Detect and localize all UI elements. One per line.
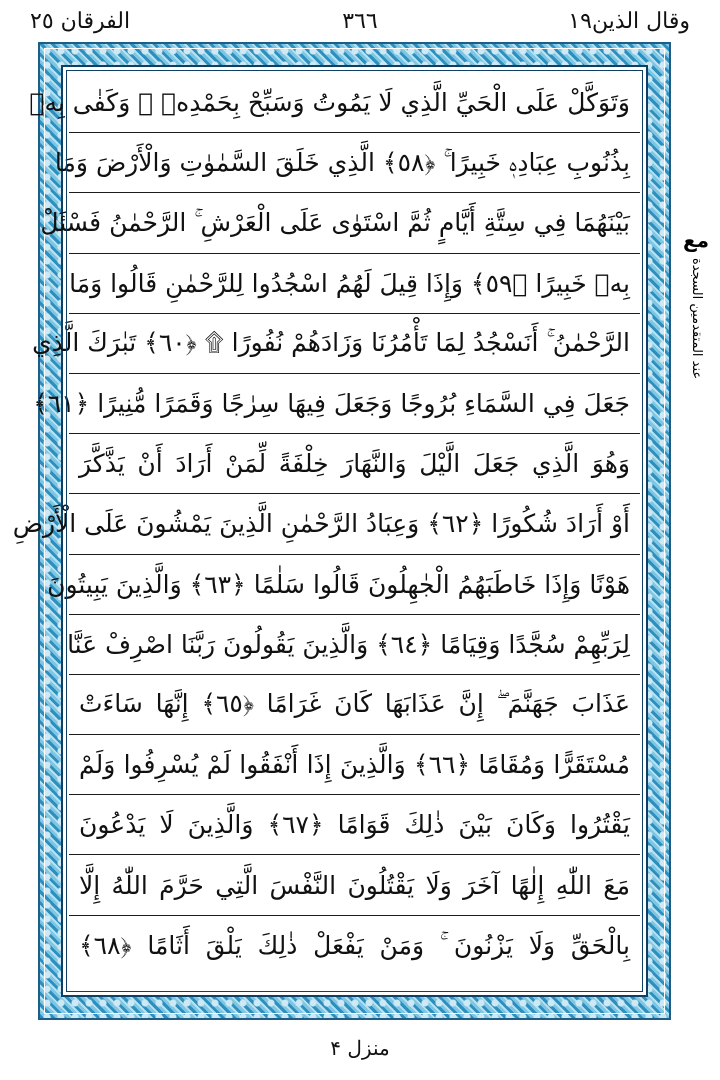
verse-line — [69, 615, 640, 675]
verse-line-text: بِالْحَقِّ وَلَا يَزْنُونَ ۚ وَمَنْ يَفْعَلْ ذٰلِكَ يَلْقَ أَثَامًا ﴿٦٨﴾ — [79, 930, 630, 960]
verse-line — [12, 494, 640, 554]
verse-line — [33, 374, 640, 434]
verse-line-text: هَوْنًا وَإِذَا خَاطَبَهُمُ الْجٰهِلُونَ قَالُوا سَلٰمًا ﴿٦٣﴾ وَالَّذِينَ يَبِيتُونَ — [47, 569, 630, 599]
verse-line — [69, 254, 640, 314]
verse-line — [69, 434, 640, 494]
verse-line-text: الرَّحْمٰنُ ۚ أَنَسْجُدُ لِمَا تَأْمُرُنَا وَزَادَهُمْ نُفُورًا ۩ ﴿٦٠﴾ تَبٰرَكَ الَّذِي — [32, 328, 630, 358]
verse-line-text: بِهٖ خَبِيرًا ﴿٥٩﴾ وَإِذَا قِيلَ لَهُمُ اسْجُدُوا لِلرَّحْمٰنِ قَالُوا وَمَا — [69, 268, 630, 298]
verse-line — [29, 73, 640, 133]
verse-line — [47, 555, 640, 615]
verse-line-text: مُسْتَقَرًّا وَمُقَامًا ﴿٦٦﴾ وَالَّذِينَ إِذَا أَنْفَقُوا لَمْ يُسْرِفُوا وَلَمْ — [79, 750, 630, 780]
verse-line-text: مَعَ اللّٰهِ إِلٰهًا آخَرَ وَلَا يَقْتُلُونَ النَّفْسَ الَّتِي حَرَّمَ اللّٰهُ إِلَّا — [79, 870, 630, 900]
verse-line-text: عَذَابَ جَهَنَّمَ ۖ إِنَّ عَذَابَهَا كَانَ غَرَامًا ﴿٦٥﴾ إِنَّهَا سَاءَتْ — [79, 689, 630, 719]
page-number: ٣٦٦ — [342, 9, 378, 34]
surah-title: الفرقان ٢٥ — [30, 9, 131, 34]
manzil-label: منزل ۴ — [330, 1036, 390, 1060]
verse-line — [54, 133, 640, 193]
verse-line-text: وَهُوَ الَّذِي جَعَلَ الَّيْلَ وَالنَّهَارَ خِلْفَةً لِّمَنْ أَرَادَ أَنْ يَذَّكَّرَ — [79, 449, 630, 479]
verse-line-text: يَقْتُرُوا وَكَانَ بَيْنَ ذٰلِكَ قَوَامًا ﴿٦٧﴾ وَالَّذِينَ لَا يَدْعُونَ — [79, 810, 631, 840]
verse-line — [40, 193, 640, 253]
margin-note — [676, 228, 716, 428]
verse-line — [32, 314, 640, 374]
verse-line — [69, 855, 640, 915]
margin-mark: مع — [682, 228, 710, 252]
decorative-border — [12, 42, 671, 1020]
verse-line-text: بِذُنُوبِ عِبَادِهٖ خَبِيرًا ۚ ﴿٥٨﴾ الَّذِي خَلَقَ السَّمٰوٰتِ وَالْأَرْضَ وَمَا — [54, 147, 630, 177]
verse-lines — [12, 73, 640, 989]
verse-line-text: أَوْ أَرَادَ شُكُورًا ﴿٦٢﴾ وَعِبَادُ الرَّحْمٰنِ الَّذِينَ يَمْشُونَ عَلَى الْأَرْضِ — [12, 509, 630, 539]
verse-line-text: جَعَلَ فِي السَّمَاءِ بُرُوجًا وَجَعَلَ فِيهَا سِرٰجًا وَقَمَرًا مُّنِيرًا ﴿٦١﴾ — [33, 389, 630, 419]
verse-line-text: وَتَوَكَّلْ عَلَى الْحَيِّ الَّذِي لَا يَمُوتُ وَسَبِّحْ بِحَمْدِهٖ ۚ وَكَفٰى بِهٖ — [29, 88, 630, 118]
verse-line — [69, 675, 640, 735]
verse-line-text: لِرَبِّهِمْ سُجَّدًا وَقِيَامًا ﴿٦٤﴾ وَالَّذِينَ يَقُولُونَ رَبَّنَا اصْرِفْ عَنَّا — [67, 629, 630, 659]
text-panel — [12, 65, 648, 997]
margin-note-text: عند المتقدمين السجدة — [689, 258, 704, 380]
verse-line — [69, 735, 640, 795]
verse-line — [69, 916, 640, 976]
page-header — [0, 0, 720, 44]
verse-line-text: بَيْنَهُمَا فِي سِتَّةِ أَيَّامٍ ثُمَّ اسْتَوٰى عَلَى الْعَرْشِ ۚ الرَّحْمٰنُ فَسْئَلْ — [40, 207, 630, 237]
juz-title: وقال الذين١٩ — [568, 9, 690, 34]
verse-line — [69, 795, 640, 855]
